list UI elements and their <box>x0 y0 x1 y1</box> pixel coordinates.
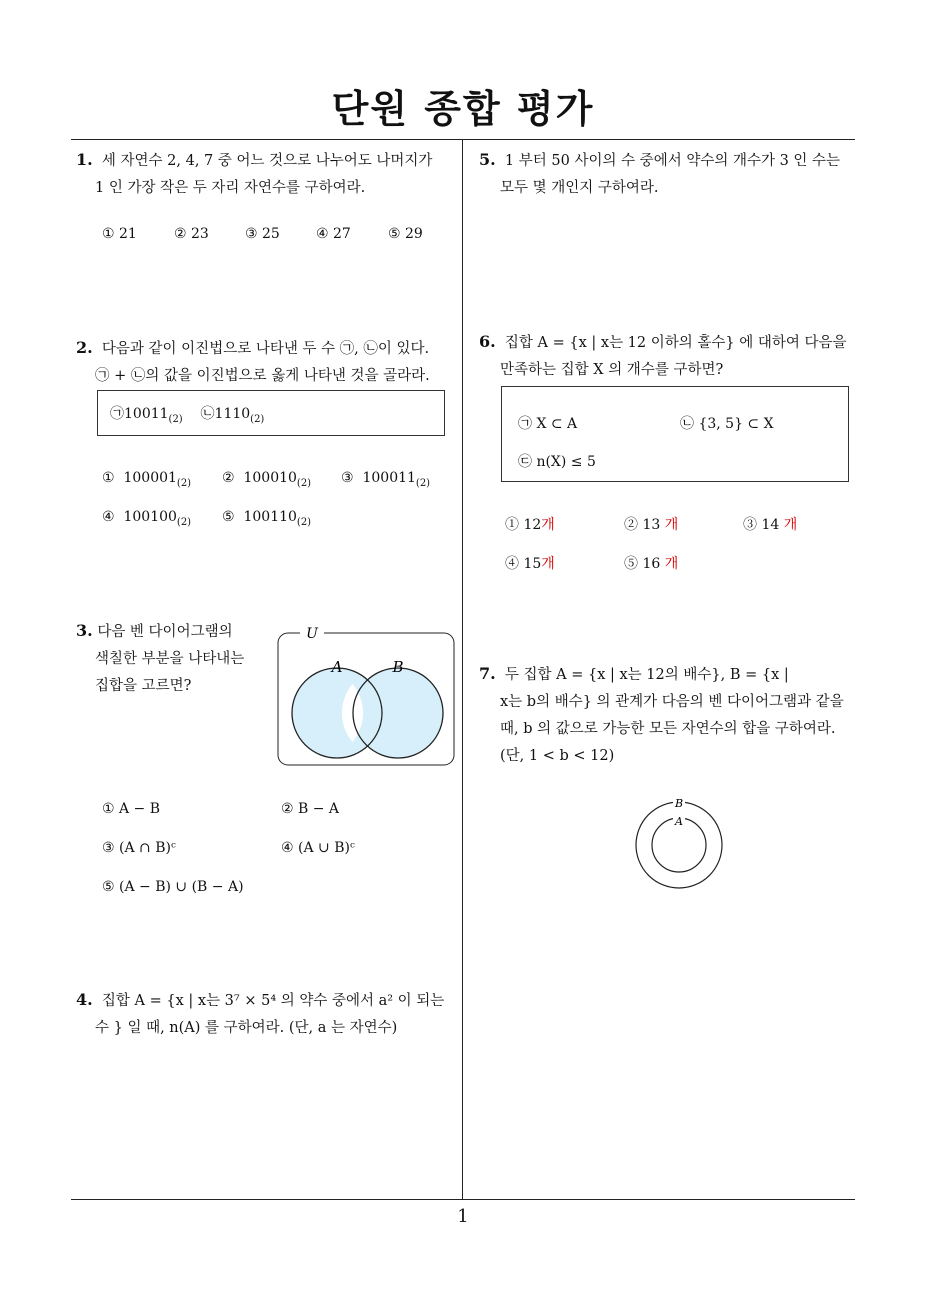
page-number: 1 <box>457 1206 469 1227</box>
base-subscript: (2) <box>250 413 265 425</box>
question-number: 7. <box>479 664 496 683</box>
choice-value: 15 <box>523 556 542 572</box>
choice-unit: 개 <box>783 517 798 533</box>
question-text: 때, b 의 값으로 가능한 모든 자연수의 합을 구하여라. <box>500 721 836 737</box>
question-text: 집합 A = {x | x는 12 이하의 홀수} 에 대하여 다음을 <box>504 335 847 351</box>
question-4 <box>76 986 444 1042</box>
choice-mark: ③ <box>743 517 757 533</box>
choice-4[interactable] <box>505 553 555 573</box>
choice-mark: ② <box>624 517 638 533</box>
question-number: 2. <box>76 338 93 357</box>
choice-4[interactable]: ④ 27 <box>316 226 351 242</box>
choice-value: 100010 <box>243 470 297 486</box>
choice-value: 100110 <box>243 509 297 525</box>
venn-diagram-ab <box>276 622 458 768</box>
question-text: 집합을 고르면? <box>95 678 192 694</box>
choice-5[interactable] <box>624 553 678 573</box>
number-a: 10011 <box>124 406 169 422</box>
question-2 <box>76 334 430 390</box>
choice-1[interactable]: ① A − B <box>102 801 161 817</box>
question-text: (단, 1 < b < 12) <box>500 748 615 764</box>
top-rule <box>71 139 855 140</box>
venn-diagram-nested <box>626 794 730 890</box>
choice-3[interactable] <box>743 514 797 534</box>
choice-value: 100011 <box>362 470 416 486</box>
question-3 <box>76 617 244 700</box>
condition-3: ㉢ n(X) ≤ 5 <box>518 454 596 470</box>
question-text: 1 인 가장 작은 두 자리 자연수를 구하여라. <box>95 180 366 196</box>
question-text: 두 집합 A = {x | x는 12의 배수}, B = {x | <box>504 667 789 683</box>
choice-3[interactable]: ③ 25 <box>245 226 280 242</box>
question-text: 모두 몇 개인지 구하여라. <box>500 180 659 196</box>
choice-mark: ⑤ <box>222 509 235 525</box>
question-text: 세 자연수 2, 4, 7 중 어느 것으로 나누어도 나머지가 <box>101 153 433 169</box>
condition-1: ㉠ X ⊂ A <box>518 416 578 432</box>
question-number: 5. <box>479 150 496 169</box>
base-subscript: (2) <box>296 516 312 528</box>
choice-unit: 개 <box>541 556 555 572</box>
base-subscript: (2) <box>176 477 192 489</box>
choice-value: 12 <box>523 517 542 533</box>
column-divider <box>462 139 463 1200</box>
number-b: 1110 <box>214 406 251 422</box>
choice-5[interactable] <box>222 509 311 528</box>
question-text: 다음 벤 다이어그램의 <box>97 624 233 640</box>
choice-4[interactable]: ④ (A ∪ B)ᶜ <box>281 840 355 856</box>
choice-mark: ④ <box>505 556 519 572</box>
choice-4[interactable] <box>102 509 191 528</box>
question-number: 1. <box>76 150 93 169</box>
choice-unit: 개 <box>664 556 679 572</box>
choice-5[interactable]: ⑤ 29 <box>388 226 423 242</box>
choice-3[interactable]: ③ (A ∩ B)ᶜ <box>102 840 176 856</box>
choice-value: 100100 <box>123 509 177 525</box>
question-text: 다음과 같이 이진법으로 나타낸 두 수 ㉠, ㉡이 있다. <box>101 341 430 357</box>
question-6 <box>479 328 847 384</box>
question-text: ㉠ + ㉡의 값을 이진법으로 옳게 나타낸 것을 골라라. <box>95 368 430 384</box>
choice-2[interactable] <box>624 514 678 534</box>
bottom-rule <box>71 1199 855 1200</box>
set-a-label: A <box>331 658 343 676</box>
choice-2[interactable]: ② B − A <box>281 801 340 817</box>
choice-value: 16 <box>642 556 661 572</box>
choice-mark: ④ <box>102 509 115 525</box>
given-numbers-box <box>97 390 445 436</box>
choice-mark: ① <box>505 517 519 533</box>
question-text: 색칠한 부분을 나타내는 <box>95 651 245 667</box>
question-text: x는 b의 배수} 의 관계가 다음의 벤 다이어그램과 같을 <box>500 694 844 710</box>
universe-label: U <box>306 626 318 642</box>
choice-2[interactable] <box>222 470 311 489</box>
set-a-label: A <box>675 815 683 828</box>
choice-1[interactable] <box>102 470 191 489</box>
choice-2[interactable]: ② 23 <box>174 226 209 242</box>
condition-2: ㉡ {3, 5} ⊂ X <box>680 416 774 432</box>
question-number: 3. <box>76 621 93 640</box>
choice-1[interactable] <box>505 514 555 534</box>
choice-5[interactable]: ⑤ (A − B) ∪ (B − A) <box>102 879 244 895</box>
choice-unit: 개 <box>664 517 679 533</box>
choice-mark: ② <box>222 470 235 486</box>
question-text: 1 부터 50 사이의 수 중에서 약수의 개수가 3 인 수는 <box>504 153 841 169</box>
circle-b-mark: ㉡ <box>200 406 215 422</box>
base-subscript: (2) <box>415 477 431 489</box>
question-text: 수 } 일 때, n(A) 를 구하여라. (단, a 는 자연수) <box>95 1020 398 1036</box>
base-subscript: (2) <box>296 477 312 489</box>
choice-value: 13 <box>642 517 661 533</box>
question-1 <box>76 146 432 202</box>
question-number: 4. <box>76 990 93 1009</box>
page-title: 단원 종합 평가 <box>331 87 595 131</box>
question-5 <box>479 146 840 202</box>
question-text: 만족하는 집합 X 의 개수를 구하면? <box>500 362 724 378</box>
base-subscript: (2) <box>176 516 192 528</box>
choice-mark: ⑤ <box>624 556 638 572</box>
set-b-label: B <box>392 658 404 676</box>
question-7 <box>479 660 844 770</box>
circle-a-mark: ㉠ <box>110 406 124 422</box>
conditions-box <box>501 386 849 482</box>
choice-mark: ③ <box>341 470 354 486</box>
question-number: 6. <box>479 332 496 351</box>
choice-value: 100001 <box>123 470 177 486</box>
base-subscript: (2) <box>168 413 183 425</box>
set-b-label: B <box>674 797 684 810</box>
choice-1[interactable]: ① 21 <box>102 226 137 242</box>
choice-mark: ① <box>102 470 115 486</box>
choice-unit: 개 <box>541 517 555 533</box>
choice-value: 14 <box>761 517 780 533</box>
question-text: 집합 A = {x | x는 3⁷ × 5⁴ 의 약수 중에서 a² 이 되는 <box>101 993 445 1009</box>
choice-3[interactable] <box>341 470 430 489</box>
